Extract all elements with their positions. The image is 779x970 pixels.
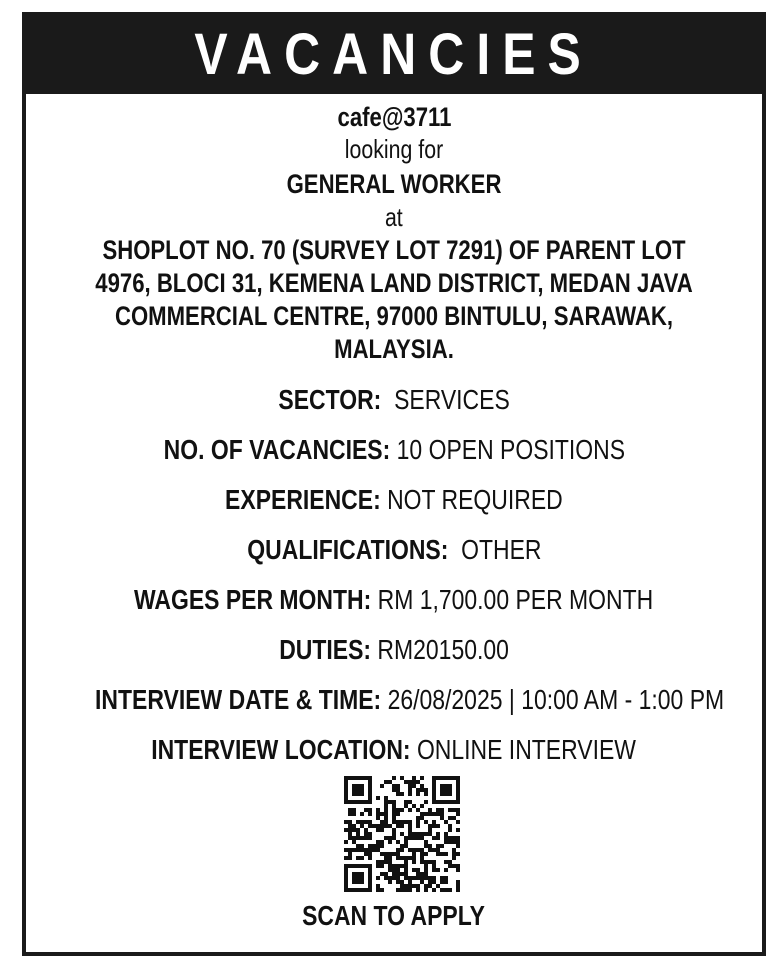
detail-value: 26/08/2025 | 10:00 AM - 1:00 PM (387, 684, 725, 715)
detail-value: RM20150.00 (377, 634, 509, 665)
vacancies-banner (26, 16, 762, 94)
detail-label: INTERVIEW DATE & TIME: (95, 684, 382, 715)
detail-value: RM 1,700.00 PER MONTH (378, 584, 654, 615)
detail-value: 10 OPEN POSITIONS (396, 434, 625, 465)
detail-sector (26, 382, 762, 418)
detail-value: SERVICES (393, 384, 510, 415)
detail-label: NO. OF VACANCIES: (163, 434, 390, 465)
at-text: at (385, 202, 403, 232)
scan-to-apply-label: SCAN TO APPLY (302, 900, 486, 931)
detail-label: QUALIFICATIONS: (246, 534, 448, 565)
detail-label: DUTIES: (279, 634, 371, 665)
detail-vacancies (26, 432, 762, 468)
work-address: SHOPLOT NO. 70 (SURVEY LOT 7291) OF PARENT LOT 4976, BLOCI 31, KEMENA LAND DISTRICT, MEDAN JAVA COMMERCIAL CENTRE, 97000 BINTULU, SARAWAK, MALAYSIA. (95, 235, 693, 364)
qr-code-icon[interactable] (344, 776, 460, 892)
position-title: GENERAL WORKER (286, 169, 502, 199)
looking-for-text: looking for (344, 134, 444, 164)
detail-value: OTHER (460, 534, 542, 565)
company-name: cafe@3711 (337, 102, 451, 132)
detail-experience (26, 482, 762, 518)
detail-label: WAGES PER MONTH: (134, 584, 372, 615)
detail-value: NOT REQUIRED (387, 484, 563, 515)
detail-label: SECTOR: (278, 384, 382, 415)
detail-duties (26, 632, 762, 668)
detail-label: EXPERIENCE: (225, 484, 381, 515)
detail-label: INTERVIEW LOCATION: (151, 734, 411, 765)
detail-wages (26, 582, 762, 618)
vacancy-ad-frame (22, 12, 766, 956)
detail-qualifications (26, 532, 762, 568)
detail-interview-location (26, 732, 762, 768)
detail-interview-datetime (26, 682, 762, 718)
detail-value: ONLINE INTERVIEW (417, 734, 637, 765)
banner-title: VACANCIES (194, 22, 594, 87)
